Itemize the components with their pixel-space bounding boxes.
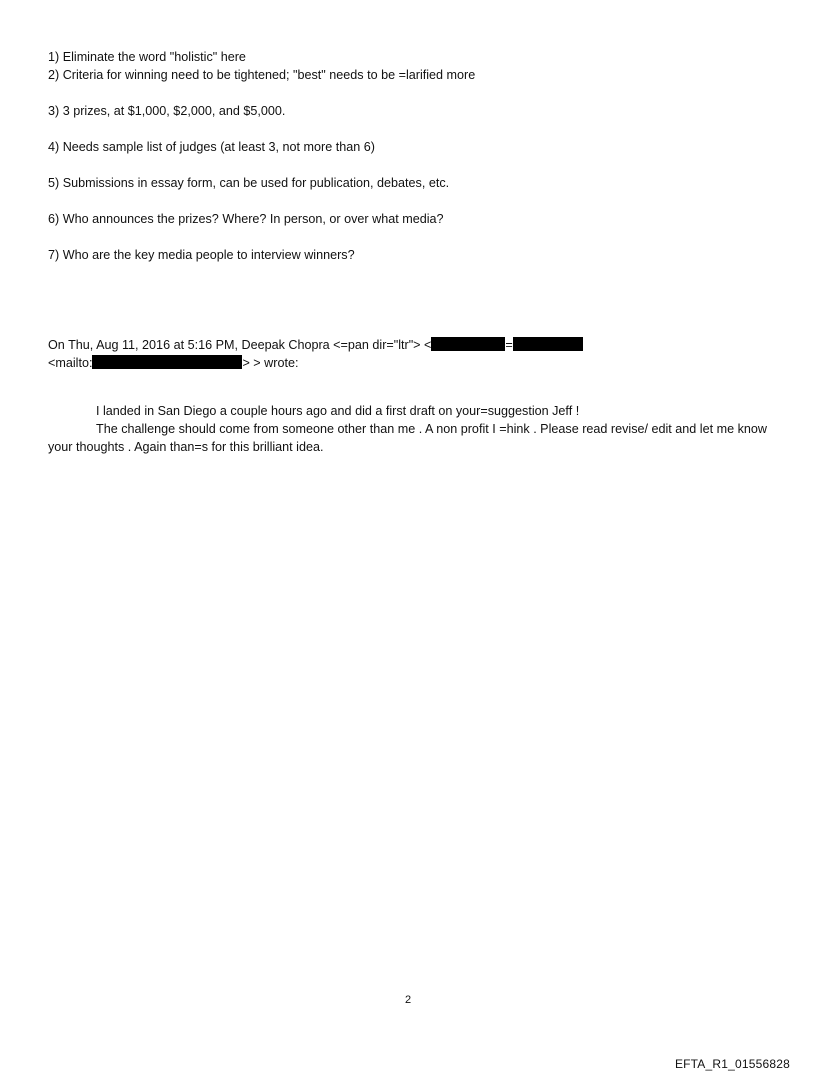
note-7: 7) Who are the key media people to interview winners? xyxy=(48,248,355,262)
quoted-message-line-1: I landed in San Diego a couple hours ago and did a first draft on your=suggestion Jeff ! xyxy=(96,404,580,418)
redaction-block xyxy=(92,355,242,369)
bates-number: EFTA_R1_01556828 xyxy=(674,1057,790,1071)
document-body xyxy=(48,48,768,456)
note-2: 2) Criteria for winning need to be tightened; "best" needs to be =larified more xyxy=(48,68,476,82)
quoted-message xyxy=(48,402,768,456)
quote-header-line-2 xyxy=(48,354,768,372)
note-1: 1) Eliminate the word "holistic" here xyxy=(48,50,246,64)
page-number: 2 xyxy=(404,994,412,1006)
quote-header-suffix: > > wrote: xyxy=(242,356,299,370)
note-5: 5) Submissions in essay form, can be used for publication, debates, etc. xyxy=(48,176,450,190)
redaction-block xyxy=(431,337,505,351)
note-6: 6) Who announces the prizes? Where? In person, or over what media? xyxy=(48,212,444,226)
mailto-prefix: <mailto: xyxy=(48,356,93,370)
quoted-message-line-2: The challenge should come from someone other than me . A non profit I =hink . Please read revise/ edit and let me know your thoughts . Again than=s for this brilliant idea. xyxy=(48,422,767,454)
quote-header-prefix: On Thu, Aug 11, 2016 at 5:16 PM, Deepak Chopra <=pan dir="ltr"> < xyxy=(48,338,432,352)
quote-header xyxy=(48,336,768,372)
note-3: 3) 3 prizes, at $1,000, $2,000, and $5,000. xyxy=(48,104,286,118)
quote-header-line-1 xyxy=(48,336,768,354)
note-4: 4) Needs sample list of judges (at least 3, not more than 6) xyxy=(48,140,375,154)
quote-header-separator: = xyxy=(505,338,513,352)
redaction-block xyxy=(513,337,583,351)
